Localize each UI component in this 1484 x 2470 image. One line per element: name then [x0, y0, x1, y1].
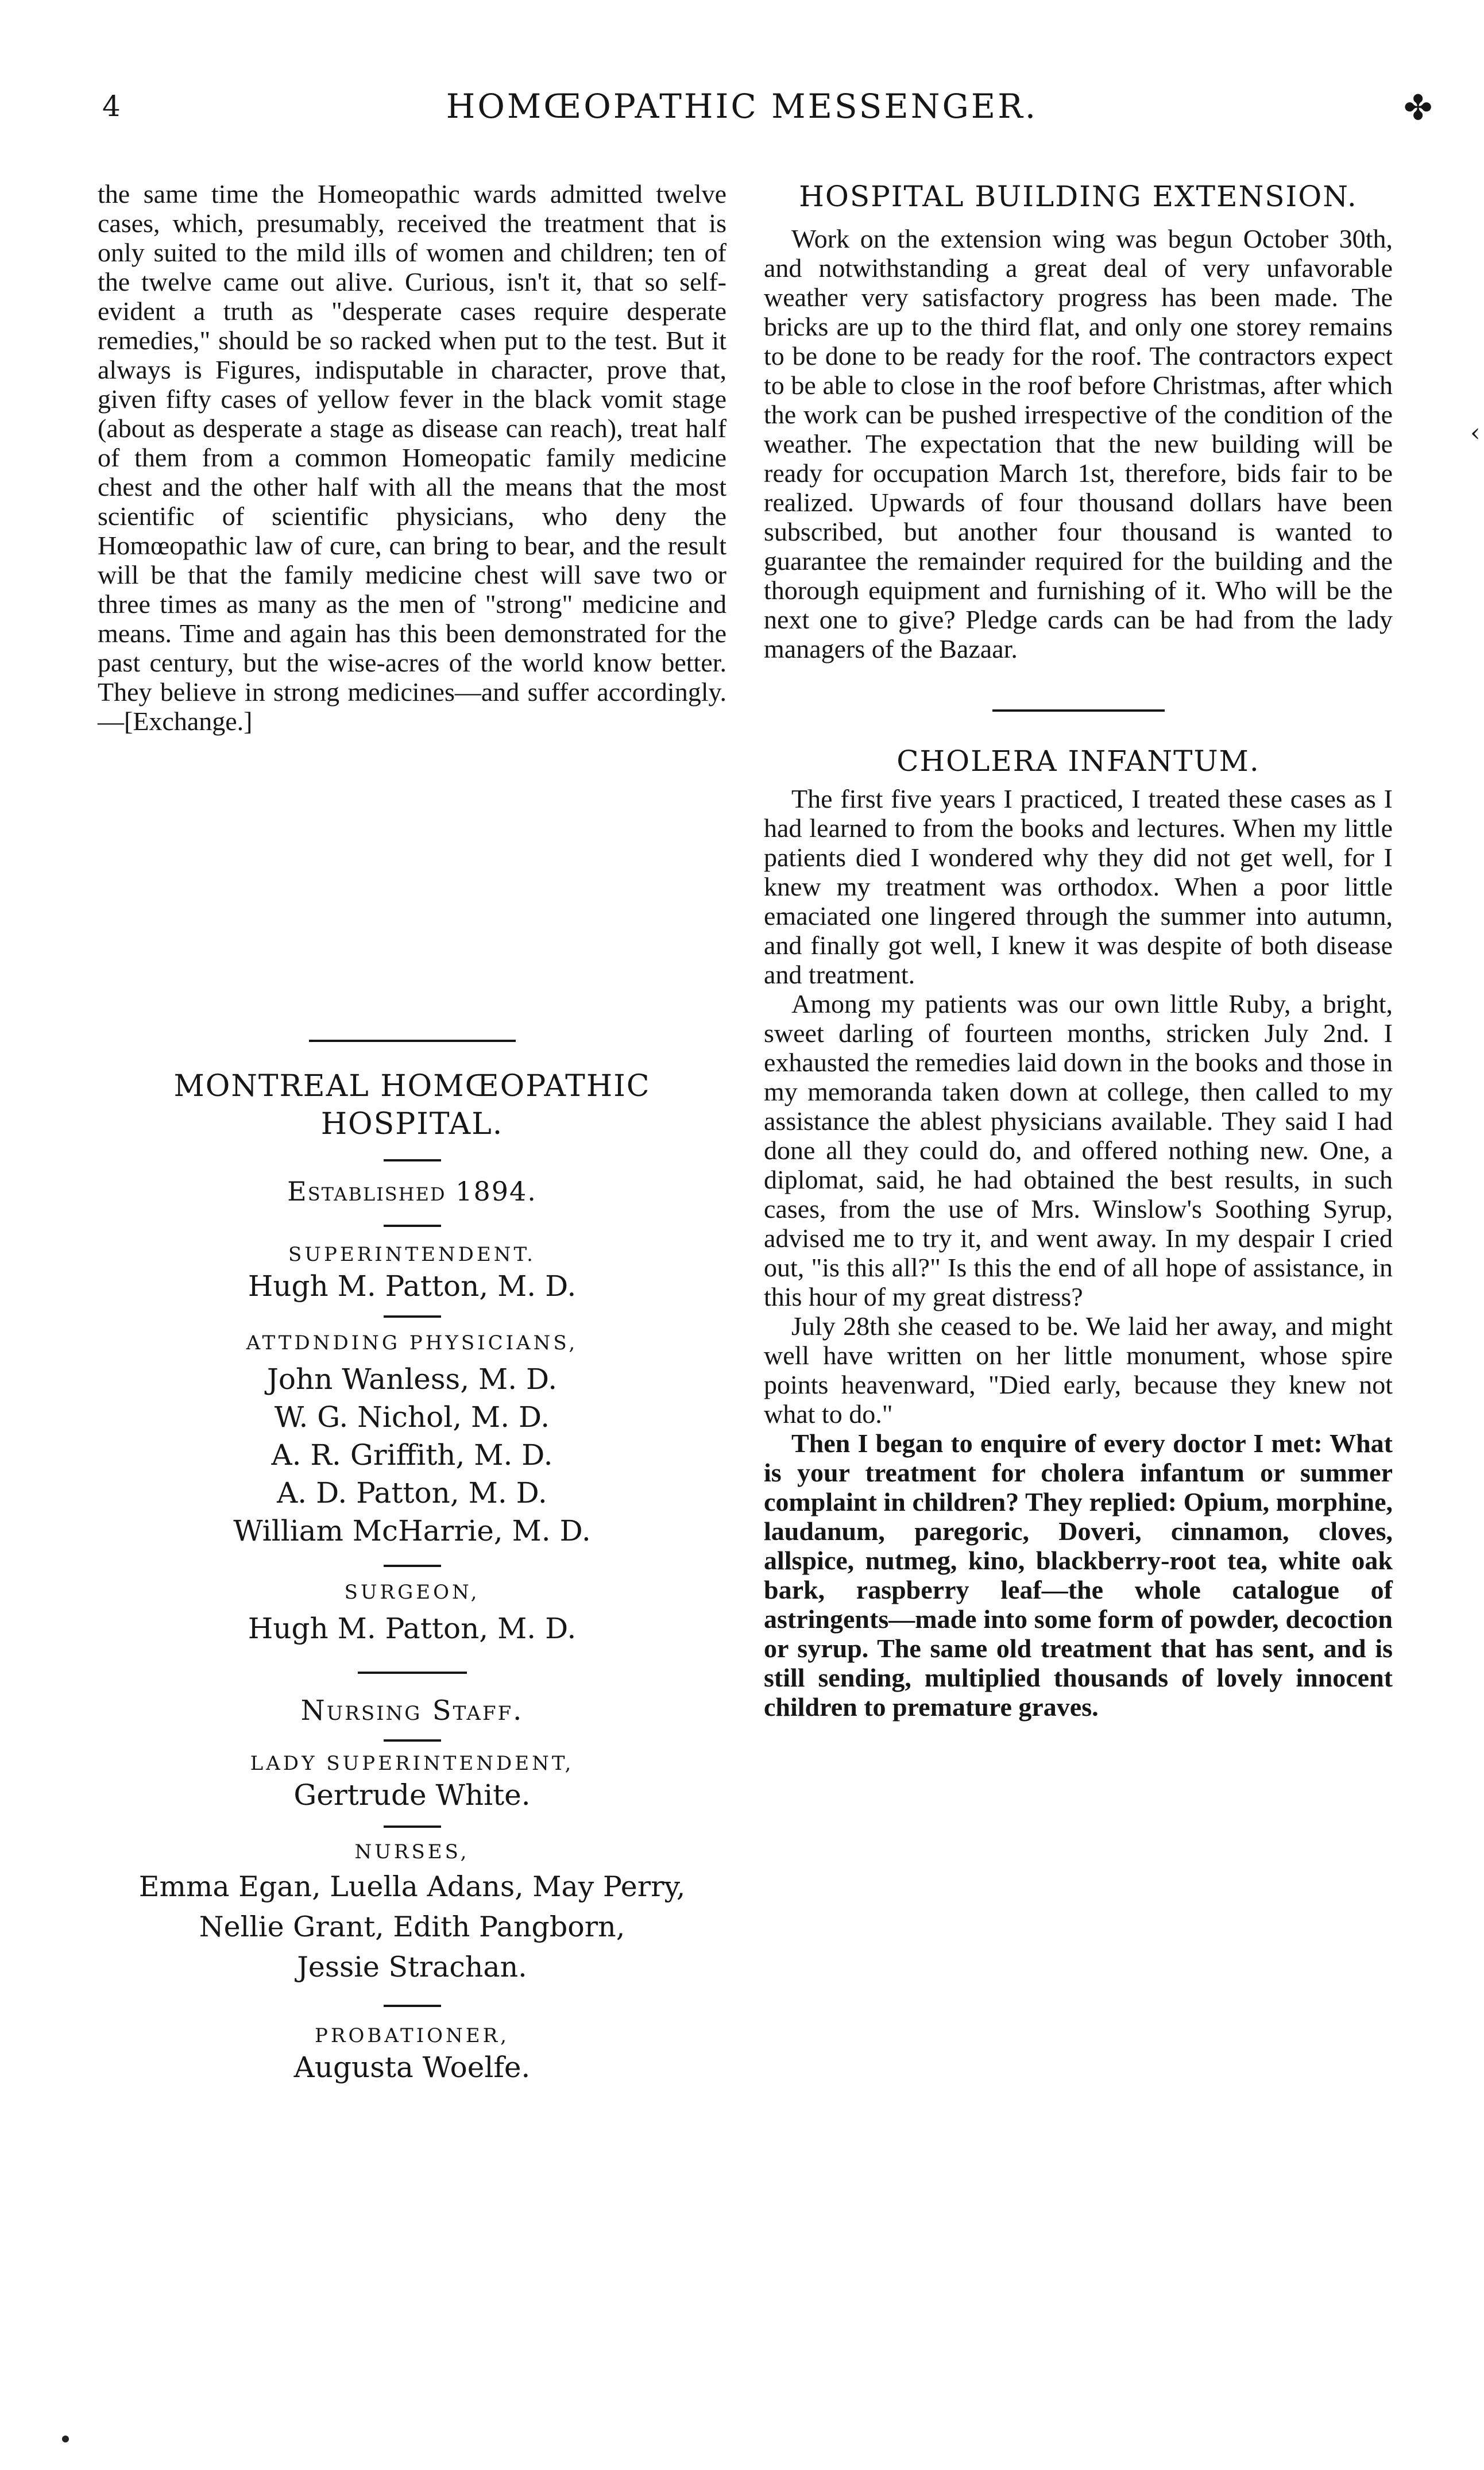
physician-name: W. G. Nichol, M. D.: [274, 1400, 550, 1434]
established-line: Established 1894.: [287, 1176, 537, 1207]
physician-name: William McHarrie, M. D.: [233, 1514, 591, 1547]
left-column: [98, 179, 726, 2086]
extension-heading: HOSPITAL BUILDING EXTENSION.: [799, 180, 1358, 213]
running-title: HOMŒOPATHIC MESSENGER.: [446, 87, 1038, 126]
nurses-line: Jessie Strachan.: [297, 1951, 527, 1983]
physician-name: John Wanless, M. D.: [266, 1363, 558, 1396]
attending-physicians-label: ATTDNDING PHYSICIANS,: [246, 1332, 578, 1354]
superintendent-name: Hugh M. Patton, M. D.: [248, 1269, 577, 1303]
margin-mark-icon: ‹: [1470, 418, 1481, 447]
physician-name: A. R. Griffith, M. D.: [271, 1438, 553, 1472]
probationer-label: PROBATIONER,: [315, 2024, 509, 2047]
cholera-paragraph: Then I began to enquire of every doctor I met: What is your treatment for cholera infantum or summer complaint in children? They replied: Opium, morphine, laudanum, paregoric, Doveri, cinnamon, cloves, allspice, nutmeg, kino, blackberry-root tea, white oak bark, raspberry leaf—the whole catalogue of astringents—made into some form of powder, decoction or syrup. The same old treatment that has sent, and is still sending, multiplied thousands of lovely innocent children to premature graves.: [764, 1429, 1393, 1722]
lady-superintendent-name: Gertrude White.: [293, 1778, 531, 1812]
cholera-paragraph: The first five years I practiced, I treated these cases as I had learned to from the books and lectures. When my little patients died I wondered why they did not get well, for I knew my treatment was orthodox. When a poor little emaciated one lingered through the summer into autumn, and finally got well, I knew it was despite of both disease and treatment.: [764, 784, 1393, 989]
right-column: [764, 179, 1393, 1722]
cholera-heading: CHOLERA INFANTUM.: [896, 744, 1260, 778]
surgeon-label: SURGEON,: [344, 1581, 480, 1604]
surgeon-name: Hugh M. Patton, M. D.: [248, 1612, 577, 1645]
printer-ornament-icon: ✤: [1404, 88, 1433, 128]
extension-article-text: Work on the extension wing was begun October 30th, and notwithstanding a great deal of very unfavorable weather very satisfactory progress has been made. The bricks are up to the third flat, and only one storey remains to be done to be ready for the roof. The contractors expect to be able to close in the roof before Christmas, after which the work can be pushed irrespective of the condition of the weather. The expectation that the new building will be ready for occupation March 1st, therefore, bids fair to be realized. Upwards of four thousand dollars have been subscribed, but another four thousand is wanted to guarantee the remainder required for the building and the thorough equipment and furnishing of it. Who will be the next one to give? Pledge cards can be had from the lady managers of the Bazaar.: [764, 224, 1393, 663]
page-number: 4: [102, 90, 121, 123]
cholera-paragraph: July 28th she ceased to be. We laid her away, and might well have written on her little monument, whose spire points heavenward, "Died early, because they knew not what to do.": [764, 1311, 1393, 1429]
physician-name: A. D. Patton, M. D.: [277, 1476, 547, 1510]
hospital-title-line1: MONTREAL HOMŒOPATHIC: [173, 1069, 651, 1103]
superintendent-label: SUPERINTENDENT.: [288, 1243, 536, 1266]
nurses-line: Nellie Grant, Edith Pangborn,: [199, 1911, 625, 1943]
lady-superintendent-label: LADY SUPERINTENDENT,: [250, 1752, 574, 1775]
page-header: [0, 86, 1484, 138]
nurses-line: Emma Egan, Luella Adans, May Perry,: [138, 1870, 686, 1903]
probationer-name: Augusta Woelfe.: [293, 2051, 531, 2084]
exchange-article-text: the same time the Homeopathic wards admitted twelve cases, which, presumably, received the treatment that is only suited to the mild ills of women and children; ten of the twelve came out alive. Curious, isn't it, that so self-evident a truth as "desperate cases require desperate remedies," should be so racked when put to the test. But it always is Figures, indisputable in character, prove that, given fifty cases of yellow fever in the black vomit stage (about as desperate a stage as disease can reach), treat half of them from a common Homeopatic family medicine chest and the other half with all the means that the most scientific of scientific physicians, who deny the Homœopathic law of cure, can bring to bear, and the result will be that the family medicine chest will save two or three times as many as the men of "strong" medicine and means. Time and again has this been demonstrated for the past century, but the wise-acres of the world know better. They believe in strong medicines—and suffer accordingly.—[Exchange.]: [98, 179, 726, 736]
margin-dot-icon: [62, 2436, 69, 2442]
cholera-paragraph: Among my patients was our own little Ruby, a bright, sweet darling of fourteen months, stricken July 2nd. I exhausted the remedies laid down in the books and those in my memoranda taken down at college, then called to my assistance the ablest physicians available. They said I had done all they could do, and offered nothing new. One, a diplomat, said, he had obtained the best results, in such cases, from the use of Mrs. Winslow's Soothing Syrup, advised me to try it, and went away. In my despair I cried out, "is this all?" Is this the end of all hope of assistance, in this hour of my great distress?: [764, 989, 1393, 1311]
nursing-staff-heading: Nursing Staff.: [300, 1695, 524, 1727]
nurses-label: NURSES,: [354, 1840, 470, 1863]
hospital-title-line2: HOSPITAL.: [320, 1107, 504, 1141]
